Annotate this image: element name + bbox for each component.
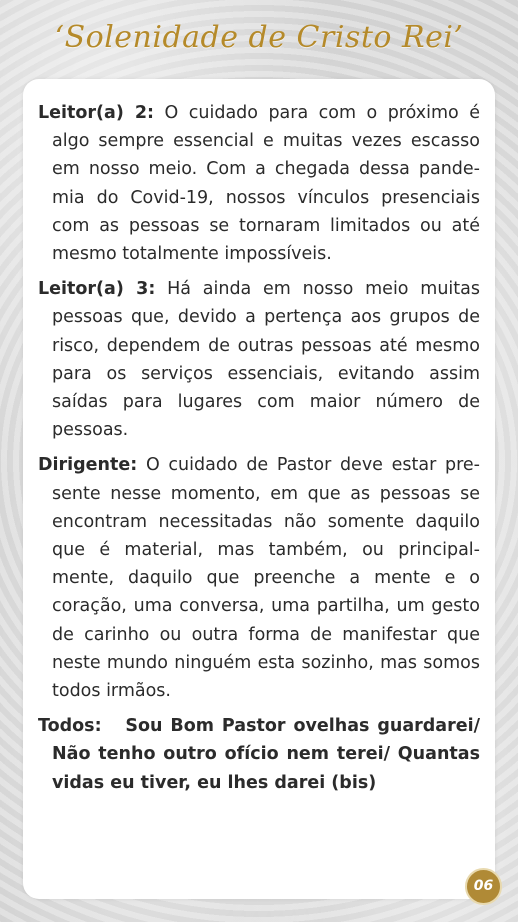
speaker-label: Dirigente: xyxy=(38,455,138,476)
speaker-label: Leitor(a) 3: xyxy=(38,279,156,300)
speaker-label: Leitor(a) 2: xyxy=(38,103,155,123)
page-number-badge: 06 xyxy=(465,868,502,905)
paragraph-text: O cuidado para com o próximo é algo sempre essencial e muitas vezes escasso em nosso meio. Com a chegada dessa pandemia do Covid-19, nossos vínculos presenciais com as pessoas se tornaram limitados ou até mesmo totalmente impossíveis. xyxy=(52,103,480,265)
paragraph-text: Sou Bom Pastor ovelhas guardarei/ Não tenho outro ofício nem terei/ Quantas vidas eu tiver, eu lhes darei (bis) xyxy=(52,716,480,793)
paragraph-leitor-2 xyxy=(38,99,480,268)
speaker-label: Todos: xyxy=(38,716,102,737)
paragraph-dirigente xyxy=(38,451,480,705)
paragraph-text: O cuidado de Pastor deve estar presente nesse momento, em que as pessoas se encontram necessitadas não somente daquilo que é material, mas também, ou principalmente, daquilo que preenche a mente e o coração, uma conversa, uma partilha, um gesto de carinho ou outra forma de manifestar que neste mundo ninguém esta sozinho, mas somos todos irmãos. xyxy=(52,455,480,702)
liturgy-text xyxy=(38,99,480,804)
paragraph-leitor-3 xyxy=(38,275,480,444)
page-title: ‘Solenidade de Cristo Rei’ xyxy=(54,20,464,55)
paragraph-todos xyxy=(38,712,480,797)
paragraph-text: Há ainda em nosso meio muitas pessoas que, devido a pertença aos grupos de risco, dependem de outras pessoas até mesmo para os serviços essenciais, evitando assim saídas para lugares com maior número de pessoas. xyxy=(52,279,480,441)
